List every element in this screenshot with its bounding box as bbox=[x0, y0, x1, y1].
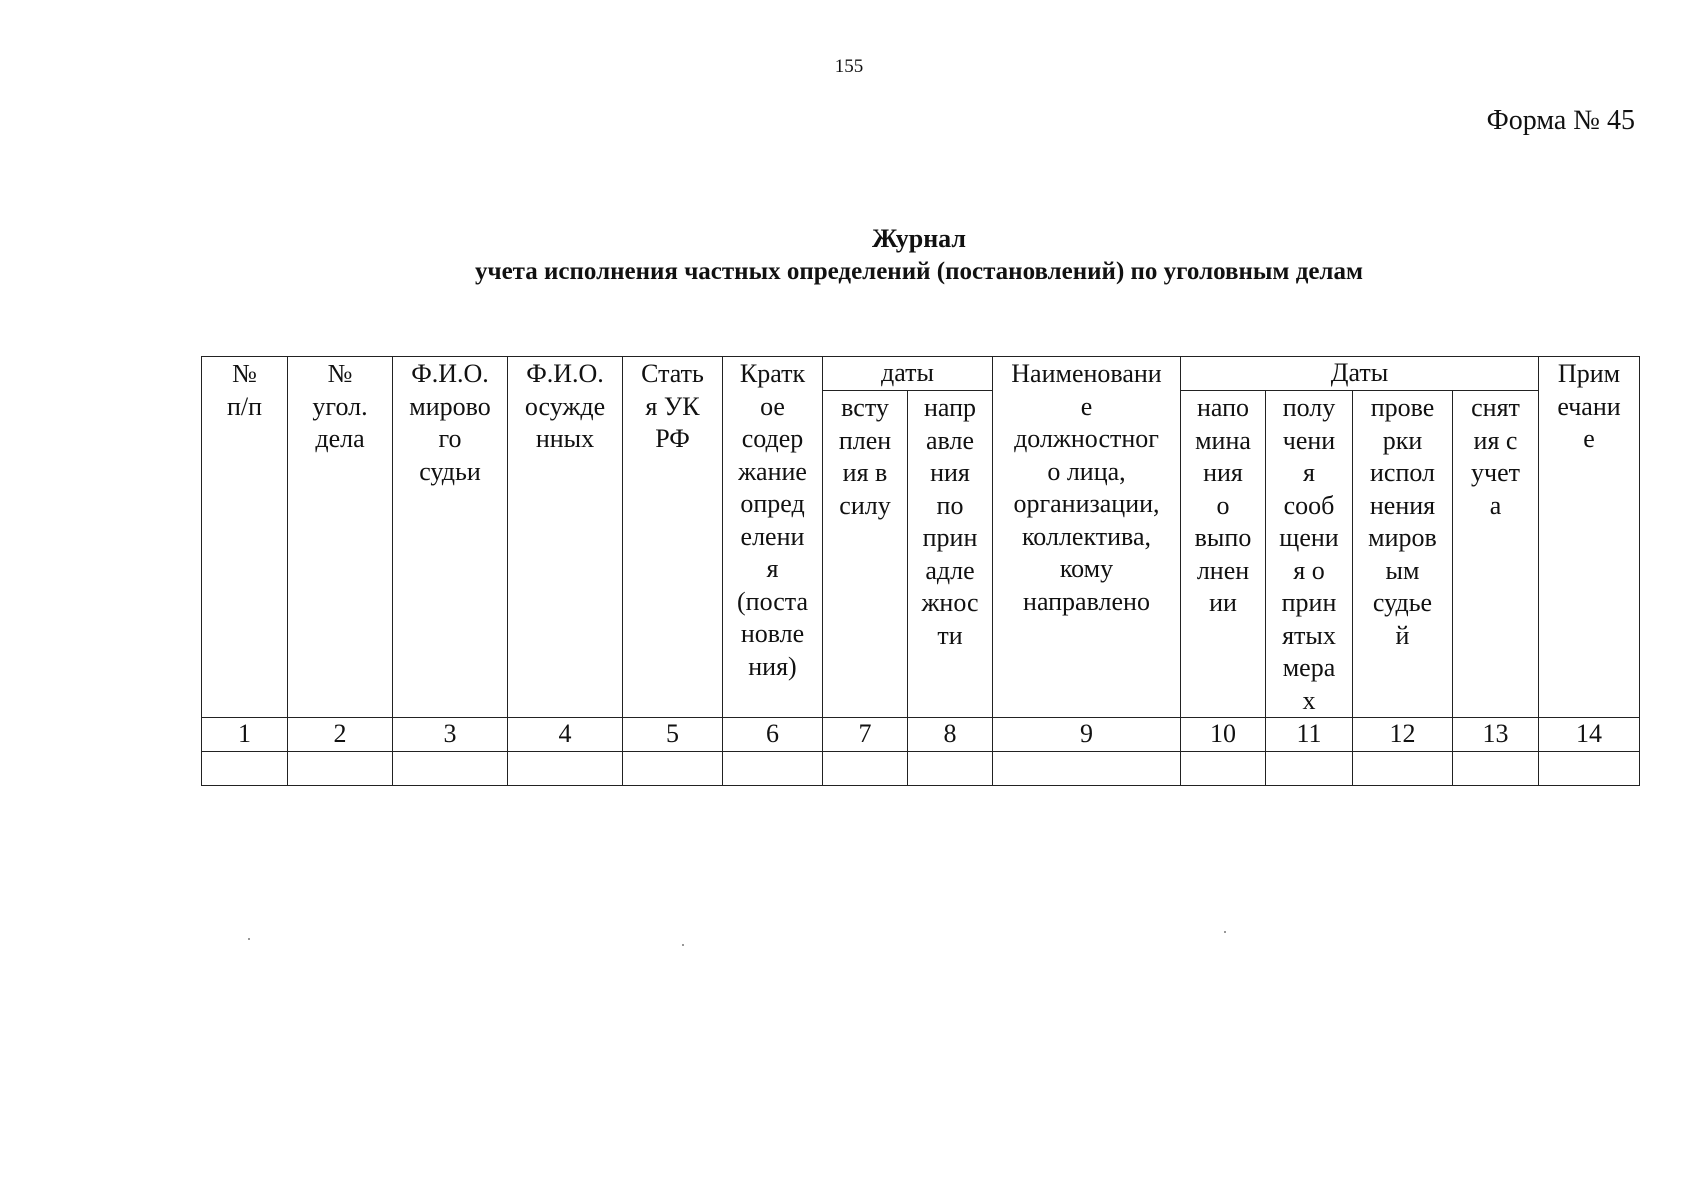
header-judge-name: Ф.И.О. мирово го судьи bbox=[393, 357, 508, 718]
header-row-group bbox=[202, 357, 1640, 391]
header-convicted-name: Ф.И.О. осужде нных bbox=[508, 357, 623, 718]
page-number: 155 bbox=[834, 56, 864, 77]
column-number-row bbox=[202, 718, 1640, 752]
column-number: 14 bbox=[1539, 718, 1640, 752]
empty-cell bbox=[1266, 751, 1353, 785]
column-number: 2 bbox=[288, 718, 393, 752]
column-number: 7 bbox=[823, 718, 908, 752]
journal-title bbox=[0, 222, 1698, 288]
scan-speck bbox=[1224, 931, 1226, 933]
empty-cell bbox=[393, 751, 508, 785]
header-reminder: напо мина ния о выпо лнен ии bbox=[1181, 391, 1266, 718]
column-number: 9 bbox=[993, 718, 1181, 752]
column-number: 6 bbox=[723, 718, 823, 752]
empty-cell bbox=[823, 751, 908, 785]
header-forwarding: напр авле ния по прин адле жнос ти bbox=[908, 391, 993, 718]
scan-speck bbox=[248, 938, 250, 940]
journal-table bbox=[201, 356, 1640, 786]
column-number: 13 bbox=[1453, 718, 1539, 752]
empty-cell bbox=[993, 751, 1181, 785]
column-number: 10 bbox=[1181, 718, 1266, 752]
column-number: 12 bbox=[1353, 718, 1453, 752]
header-criminal-code-article: Стать я УК РФ bbox=[623, 357, 723, 718]
empty-cell bbox=[1453, 751, 1539, 785]
empty-cell bbox=[908, 751, 993, 785]
empty-cell bbox=[1181, 751, 1266, 785]
empty-cell bbox=[508, 751, 623, 785]
column-number: 4 bbox=[508, 718, 623, 752]
header-group-dates: даты bbox=[823, 357, 993, 391]
column-number: 1 bbox=[202, 718, 288, 752]
form-number: Форма № 45 bbox=[1486, 105, 1635, 136]
empty-cell bbox=[1353, 751, 1453, 785]
header-response-received: полу чени я сооб щени я о прин ятых мера х bbox=[1266, 391, 1353, 718]
empty-cell bbox=[202, 751, 288, 785]
column-number: 11 bbox=[1266, 718, 1353, 752]
header-group-dates-2: Даты bbox=[1181, 357, 1539, 391]
header-entry-into-force: всту плен ия в силу bbox=[823, 391, 908, 718]
header-recipient-name: Наименовани е должностног о лица, организации, коллектива, кому направлено bbox=[993, 357, 1181, 718]
column-number: 5 bbox=[623, 718, 723, 752]
empty-cell bbox=[623, 751, 723, 785]
header-notes: Прим ечани е bbox=[1539, 357, 1640, 718]
header-execution-check: прове рки испол нения миров ым судье й bbox=[1353, 391, 1453, 718]
empty-cell bbox=[288, 751, 393, 785]
column-number: 3 bbox=[393, 718, 508, 752]
empty-cell bbox=[723, 751, 823, 785]
journal-title-line1: Журнал bbox=[872, 224, 966, 253]
header-removal-from-register: снят ия с учет а bbox=[1453, 391, 1539, 718]
journal-title-line2: учета исполнения частных определений (постановлений) по уголовным делам bbox=[474, 258, 1363, 285]
column-number: 8 bbox=[908, 718, 993, 752]
header-row-number: № п/п bbox=[202, 357, 288, 718]
empty-cell bbox=[1539, 751, 1640, 785]
empty-entry-row bbox=[202, 751, 1640, 785]
header-ruling-summary: Кратк ое содер жание опред елени я (поста новле ния) bbox=[723, 357, 823, 718]
header-case-number: № угол. дела bbox=[288, 357, 393, 718]
scan-speck bbox=[682, 944, 684, 946]
